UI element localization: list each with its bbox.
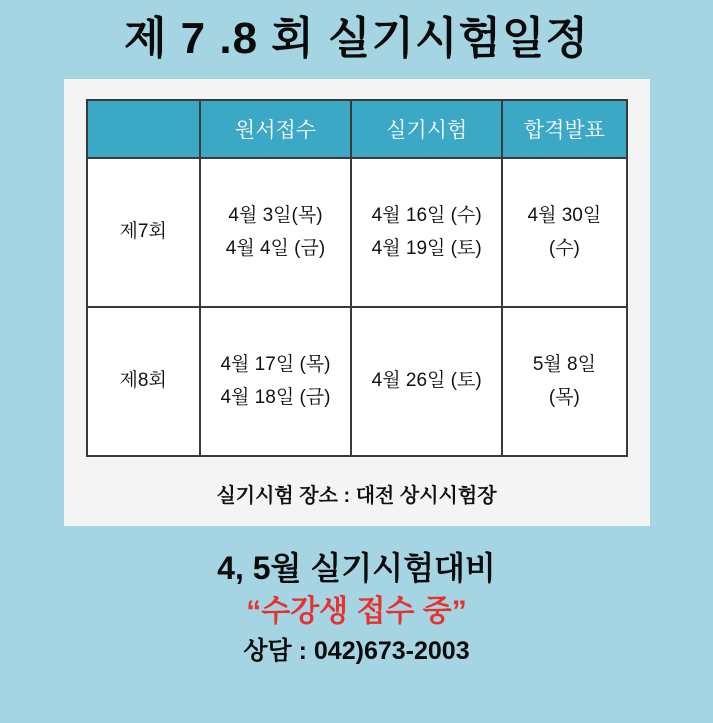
table-row xyxy=(87,307,627,456)
table-header-row xyxy=(87,100,627,158)
table-header xyxy=(87,100,627,158)
cell-round7-result xyxy=(502,158,626,307)
cell-line: 4월 16일 (수) xyxy=(371,204,482,226)
cell-line: 4월 19일 (토) xyxy=(371,238,482,260)
cell-line: (목) xyxy=(548,387,580,409)
cell-round8-exam xyxy=(351,307,502,456)
footer-phone: 상담 : 042)673-2003 xyxy=(243,636,470,665)
row-label-round7: 제7회 xyxy=(87,158,200,307)
table-row xyxy=(87,158,627,307)
schedule-table xyxy=(86,99,628,457)
cell-line: 4월 30일 xyxy=(527,204,602,226)
cell-line: 4월 18일 (금) xyxy=(220,387,331,409)
cell-line: (수) xyxy=(548,238,580,260)
schedule-card xyxy=(64,79,650,526)
cell-line: 4월 3일(목) xyxy=(228,204,323,226)
footer-line-1: 4, 5월 실기시험대비 xyxy=(217,549,496,586)
exam-place-note: 실기시험 장소 : 대전 상시시험장 xyxy=(216,484,497,507)
cell-line: 4월 17일 (목) xyxy=(220,353,331,375)
cell-line: 5월 8일 xyxy=(532,353,596,375)
row-label-round8: 제8회 xyxy=(87,307,200,456)
cell-line: 4월 4일 (금) xyxy=(225,238,326,260)
cell-line: 4월 26일 (토) xyxy=(371,370,482,392)
table-header-result: 합격발표 xyxy=(502,100,626,158)
page-title: 제 7 .8 회 실기시험일정 xyxy=(123,14,590,63)
footer-line-2: “수강생 접수 중” xyxy=(246,594,467,628)
table-header-corner xyxy=(87,100,200,158)
cell-round8-application xyxy=(200,307,351,456)
cell-round8-result xyxy=(502,307,626,456)
table-body xyxy=(87,158,627,456)
cell-round7-exam xyxy=(351,158,502,307)
table-header-exam: 실기시험 xyxy=(351,100,502,158)
table-header-application: 원서접수 xyxy=(200,100,351,158)
cell-round7-application xyxy=(200,158,351,307)
footer xyxy=(0,548,713,668)
